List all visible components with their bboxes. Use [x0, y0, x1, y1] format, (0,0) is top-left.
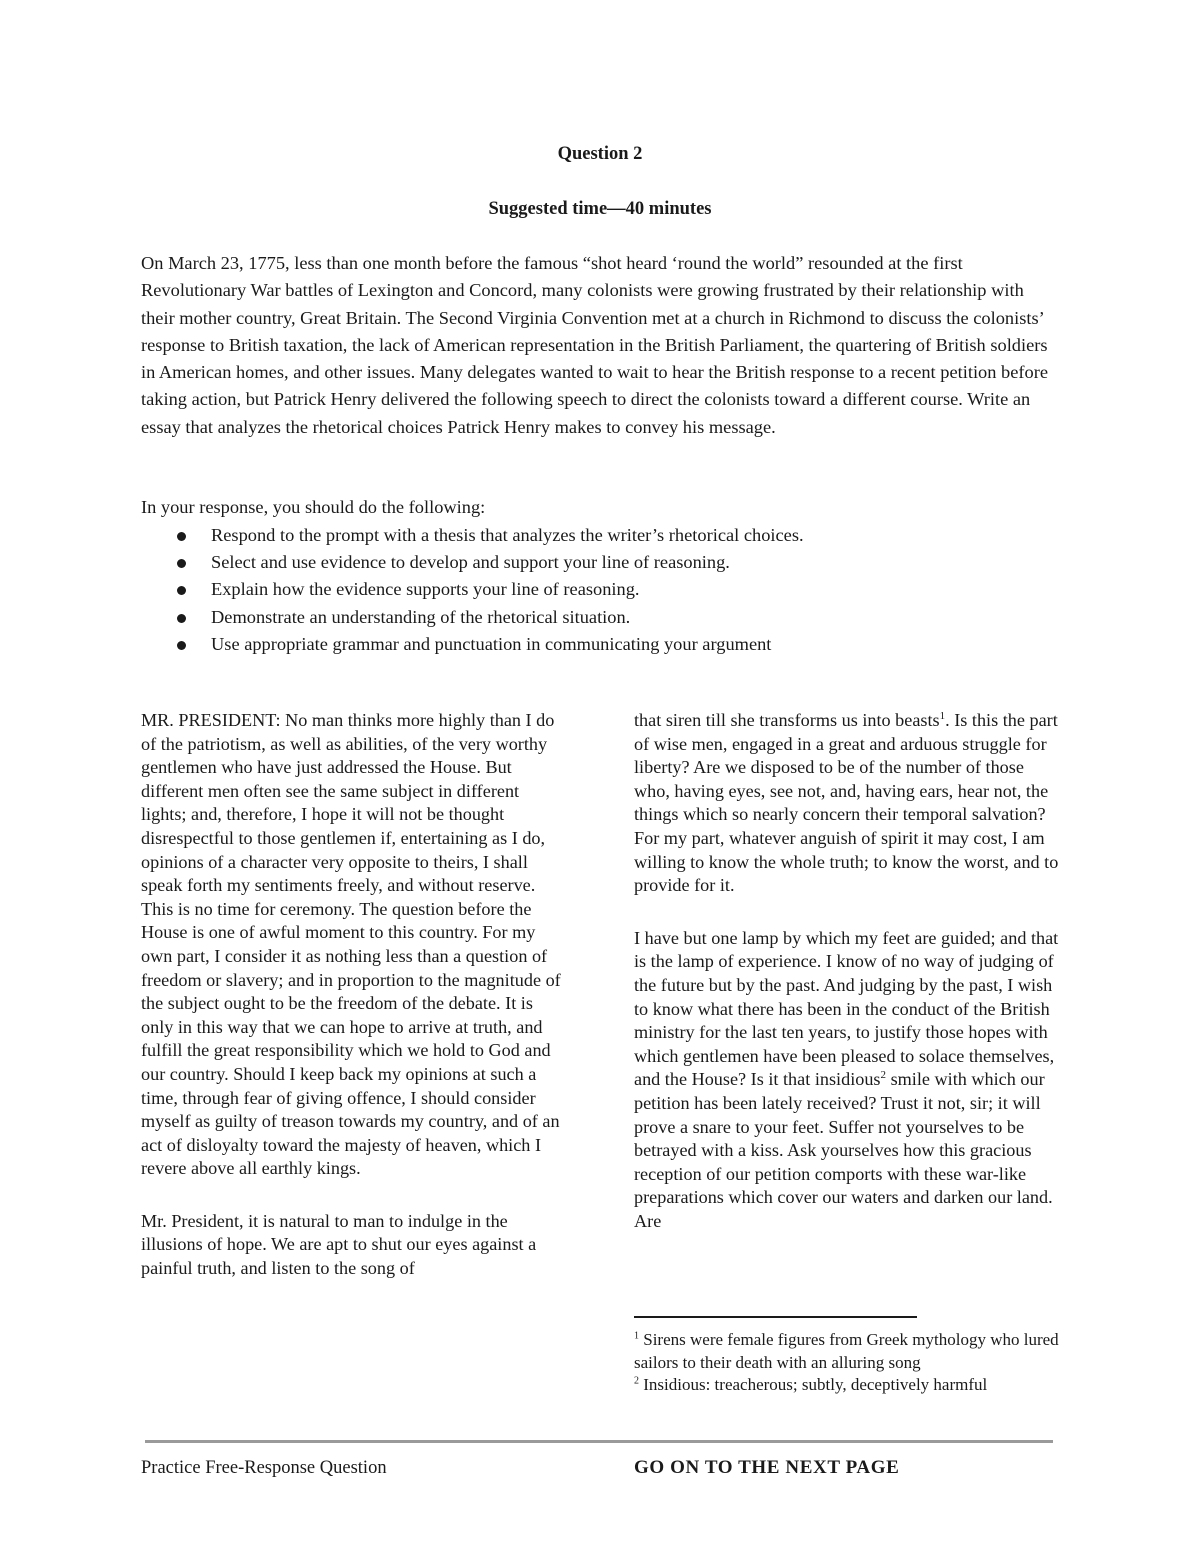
bullet-icon [177, 532, 186, 541]
directions-list [176, 522, 1056, 658]
list-item: Use appropriate grammar and punctuation in communicating your argument [176, 631, 1056, 658]
question-title: Question 2 [557, 144, 643, 164]
footnote-divider [634, 1316, 917, 1318]
footnotes [634, 1329, 1064, 1397]
speech-paragraph-2-continued: that siren till she transforms us into beasts$^1$. Is this the part of wise men, engaged in a great and arduous struggle for liberty? Are we disposed to be of the number of those who, having eyes, see not, and, having ears, hear not, the things which so nearly concern their temporal salvation? For my part, whatever anguish of spirit it may cost, I am willing to know the whole truth; to know the worst, and to provide for it. [634, 709, 1059, 896]
list-item: Demonstrate an understanding of the rhetorical situation. [176, 604, 1056, 631]
list-item: Explain how the evidence supports your line of reasoning. [176, 576, 1056, 603]
bullet-icon [177, 614, 186, 623]
directions-lead: In your response, you should do the following: [141, 497, 486, 517]
footer-divider [145, 1440, 1053, 1443]
list-item: Select and use evidence to develop and support your line of reasoning. [176, 549, 1056, 576]
prompt-intro: On March 23, 1775, less than one month before the famous “shot heard ‘round the world” resounded at the first Revolutionary War battles of Lexington and Concord, many colonists were growing frustrated by their relationship with their mother country, Great Britain. The Second Virginia Convention met at a church in Richmond to discuss the colonists’ response to British taxation, the lack of American representation in the British Parliament, the quartering of British soldiers in American homes, and other issues. Many delegates wanted to wait to hear the British response to a recent petition before taking action, but Patrick Henry delivered the following speech to direct the colonists toward a different course. Write an essay that analyzes the rhetorical choices Patrick Henry makes to convey his message. [141, 253, 1049, 437]
speech-column-right [634, 709, 1062, 1233]
speech-column-left [141, 709, 566, 1281]
list-item: Respond to the prompt with a thesis that analyzes the writer’s rhetorical choices. [176, 522, 1056, 549]
speech-paragraph-3: I have but one lamp by which my feet are guided; and that is the lamp of experience. I know of no way of judging of the future but by the past. And judging by the past, I wish to know what there has been in the conduct of the British ministry for the last ten years, to justify those hopes with which gentlemen have been pleased to solace themselves, and the House? Is it that insidious$^2$ smile with which our petition has been lately received? Trust it not, sir; it will prove a snare to your feet. Suffer not yourselves to be betrayed with a kiss. Ask yourselves how this gracious reception of our petition comports with these war-like preparations which cover our waters and darken our land. Are [634, 927, 1059, 1231]
footnote-mark-2: 2 [880, 1069, 887, 1082]
footnote-2: $^2$ Insidious: treacherous; subtly, deceptively harmful [634, 1375, 988, 1394]
bullet-icon [177, 641, 186, 650]
suggested-time: Suggested time—40 minutes [488, 199, 712, 219]
speech-paragraph-2: Mr. President, it is natural to man to indulge in the illusions of hope. We are apt to shut our eyes against a painful truth, and listen to the song of [141, 1210, 537, 1279]
footnote-1: $^1$ Sirens were female figures from Greek mythology who lured sailors to their death with an alluring song [634, 1330, 1059, 1372]
bullet-icon [177, 559, 186, 568]
footnote-mark-1: 1 [939, 709, 946, 722]
next-page-notice: GO ON TO THE NEXT PAGE [634, 1457, 900, 1478]
speech-paragraph-1: MR. PRESIDENT: No man thinks more highly than I do of the patriotism, as well as abilities, of the very worthy gentlemen who have just addressed the House. But different men often see the same subject in different lights; and, therefore, I hope it will not be thought disrespectful to those gentlemen if, entertaining as I do, opinions of a character very opposite to theirs, I shall speak forth my sentiments freely, and without reserve. This is no time for ceremony. The question before the House is one of awful moment to this country. For my own part, I consider it as nothing less than a question of freedom or slavery; and in proportion to the magnitude of the subject ought to be the freedom of the debate. It is only in this way that we can hope to arrive at truth, and fulfill the great responsibility which we hold to God and our country. Should I keep back my opinions at such a time, through fear of giving offence, I should consider myself as guilty of treason towards my country, and of an act of disloyalty toward the majesty of heaven, which I revere above all earthly kings. [141, 710, 561, 1179]
bullet-icon [177, 586, 186, 595]
footer-label: Practice Free-Response Question [141, 1458, 387, 1478]
